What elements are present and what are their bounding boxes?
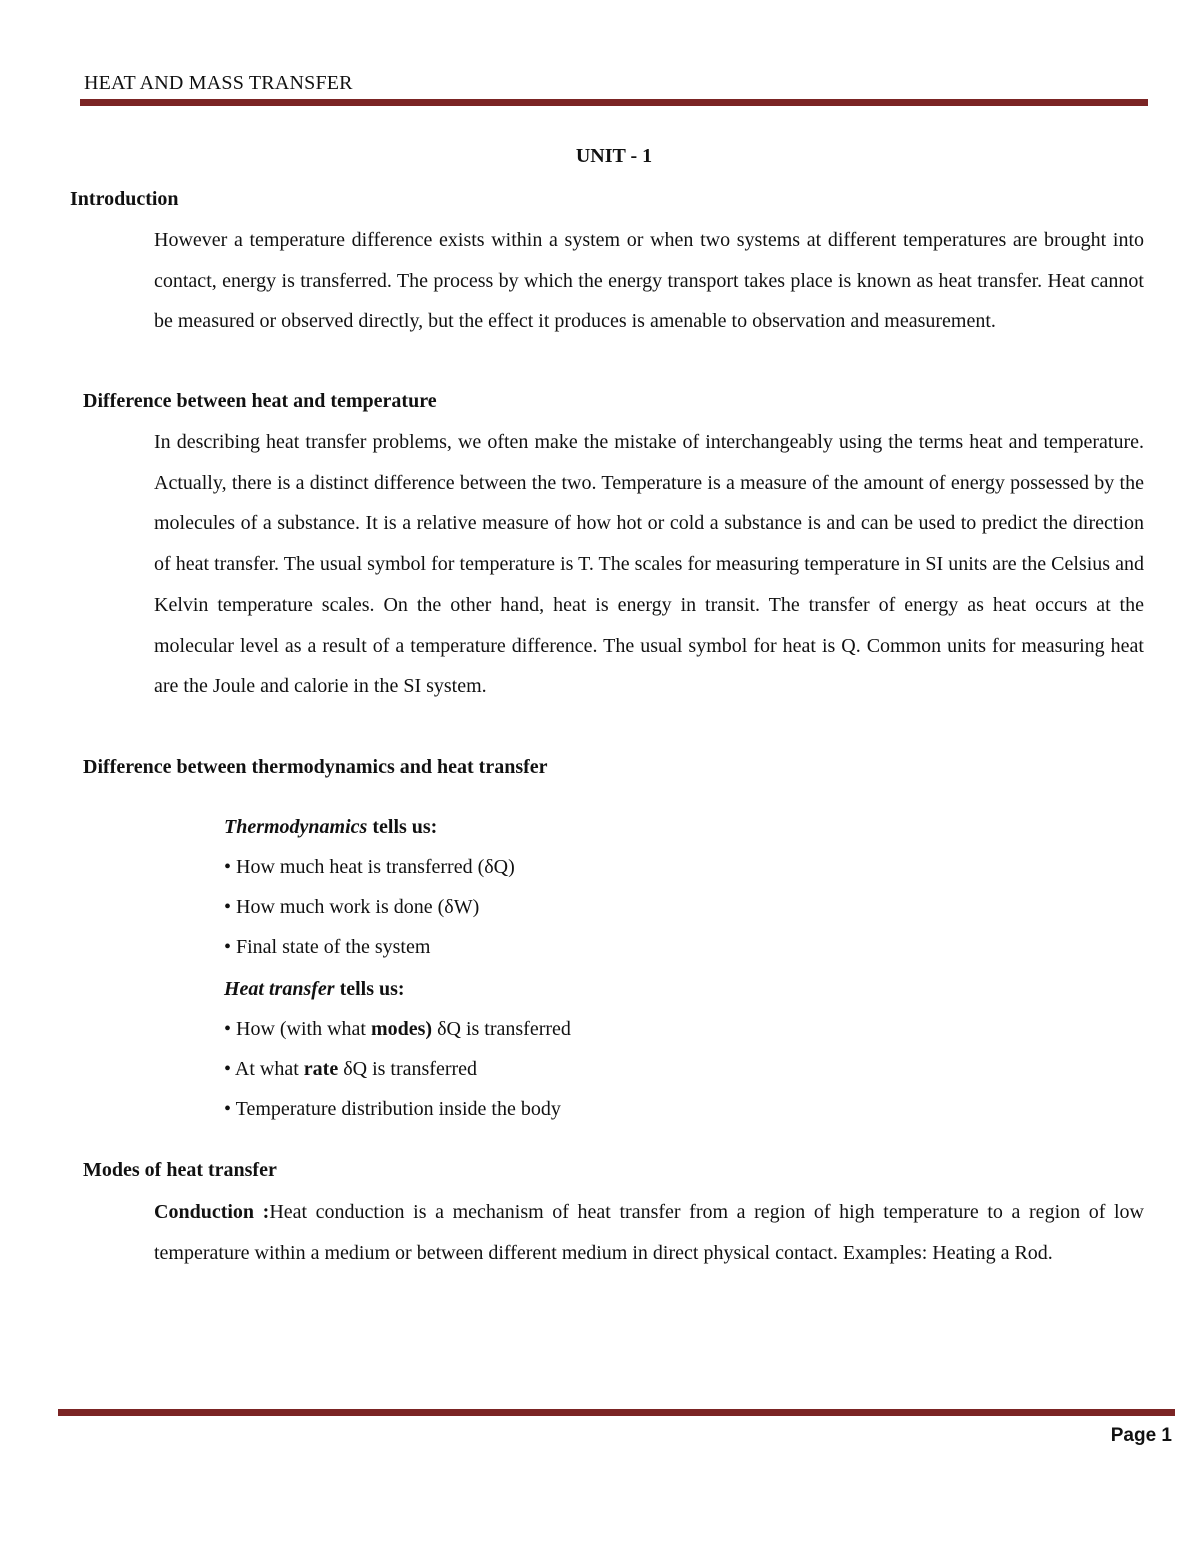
heat-transfer-list-item <box>224 1058 477 1081</box>
thermo-list-item: • Final state of the system <box>224 936 431 958</box>
footer-rule <box>58 1409 1175 1416</box>
unit-title: UNIT - 1 <box>575 145 653 167</box>
item-text: δQ is transferred <box>432 1018 571 1040</box>
conduction-label: Conduction : <box>154 1201 270 1223</box>
header-rule <box>80 99 1148 106</box>
thermodynamics-subheading <box>224 816 437 839</box>
thermodynamics-suffix: tells us: <box>367 816 438 838</box>
introduction-heading: Introduction <box>70 188 179 210</box>
heat-vs-temperature-paragraph: In describing heat transfer problems, we often make the mistake of interchangeably using the terms heat and temperature. Actually, there is a distinct difference between the two. Temperature is a measure of the amount of energy possessed by the molecules of a substance. It is a relative measure of how hot or cold a substance is and can be used to predict the direction of heat transfer. The usual symbol for temperature is T. The scales for measuring temperature in SI units are the Celsius and Kelvin temperature scales. On the other hand, heat is energy in transit. The transfer of energy as heat occurs at the molecular level as a result of a temperature difference. The usual symbol for heat is Q. Common units for measuring heat are the Joule and calorie in the SI system. <box>154 431 1144 698</box>
heat-transfer-suffix: tells us: <box>334 978 405 1000</box>
conduction-body: Heat conduction is a mechanism of heat transfer from a region of high temperature to a region of low temperature within a medium or between different medium in direct physical contact. Examples: Heating a Rod. <box>154 1201 1144 1264</box>
running-header: HEAT AND MASS TRANSFER <box>84 72 353 94</box>
modes-heading: Modes of heat transfer <box>83 1159 277 1181</box>
item-text: δQ is transferred <box>338 1058 478 1080</box>
page-number: Page 1 <box>1110 1425 1172 1446</box>
item-text: • How (with what <box>224 1018 371 1040</box>
heat-vs-temperature-heading: Difference between heat and temperature <box>83 390 437 412</box>
heat-transfer-list-item: • Temperature distribution inside the body <box>224 1098 561 1120</box>
conduction-paragraph <box>154 1192 1144 1273</box>
thermo-list-item: • How much heat is transferred (δQ) <box>224 856 515 878</box>
heat-transfer-subheading <box>224 978 405 1001</box>
thermo-list-item: • How much work is done (δW) <box>224 896 480 918</box>
item-bold-text: rate <box>303 1058 339 1080</box>
heat-transfer-list-item <box>224 1018 571 1041</box>
item-bold-text: modes) <box>370 1018 433 1040</box>
introduction-paragraph: However a temperature difference exists within a system or when two systems at different temperatures are brought into contact, energy is transferred. The process by which the energy transport takes place is known as heat transfer. Heat cannot be measured or observed directly, but the effect it produces is amenable to observation and measurement. <box>154 229 1144 333</box>
item-text: • At what <box>224 1058 304 1080</box>
heat-transfer-term: Heat transfer <box>224 978 335 1000</box>
thermodynamics-term: Thermodynamics <box>224 816 368 838</box>
thermo-vs-heat-transfer-heading: Difference between thermodynamics and heat transfer <box>83 756 548 778</box>
